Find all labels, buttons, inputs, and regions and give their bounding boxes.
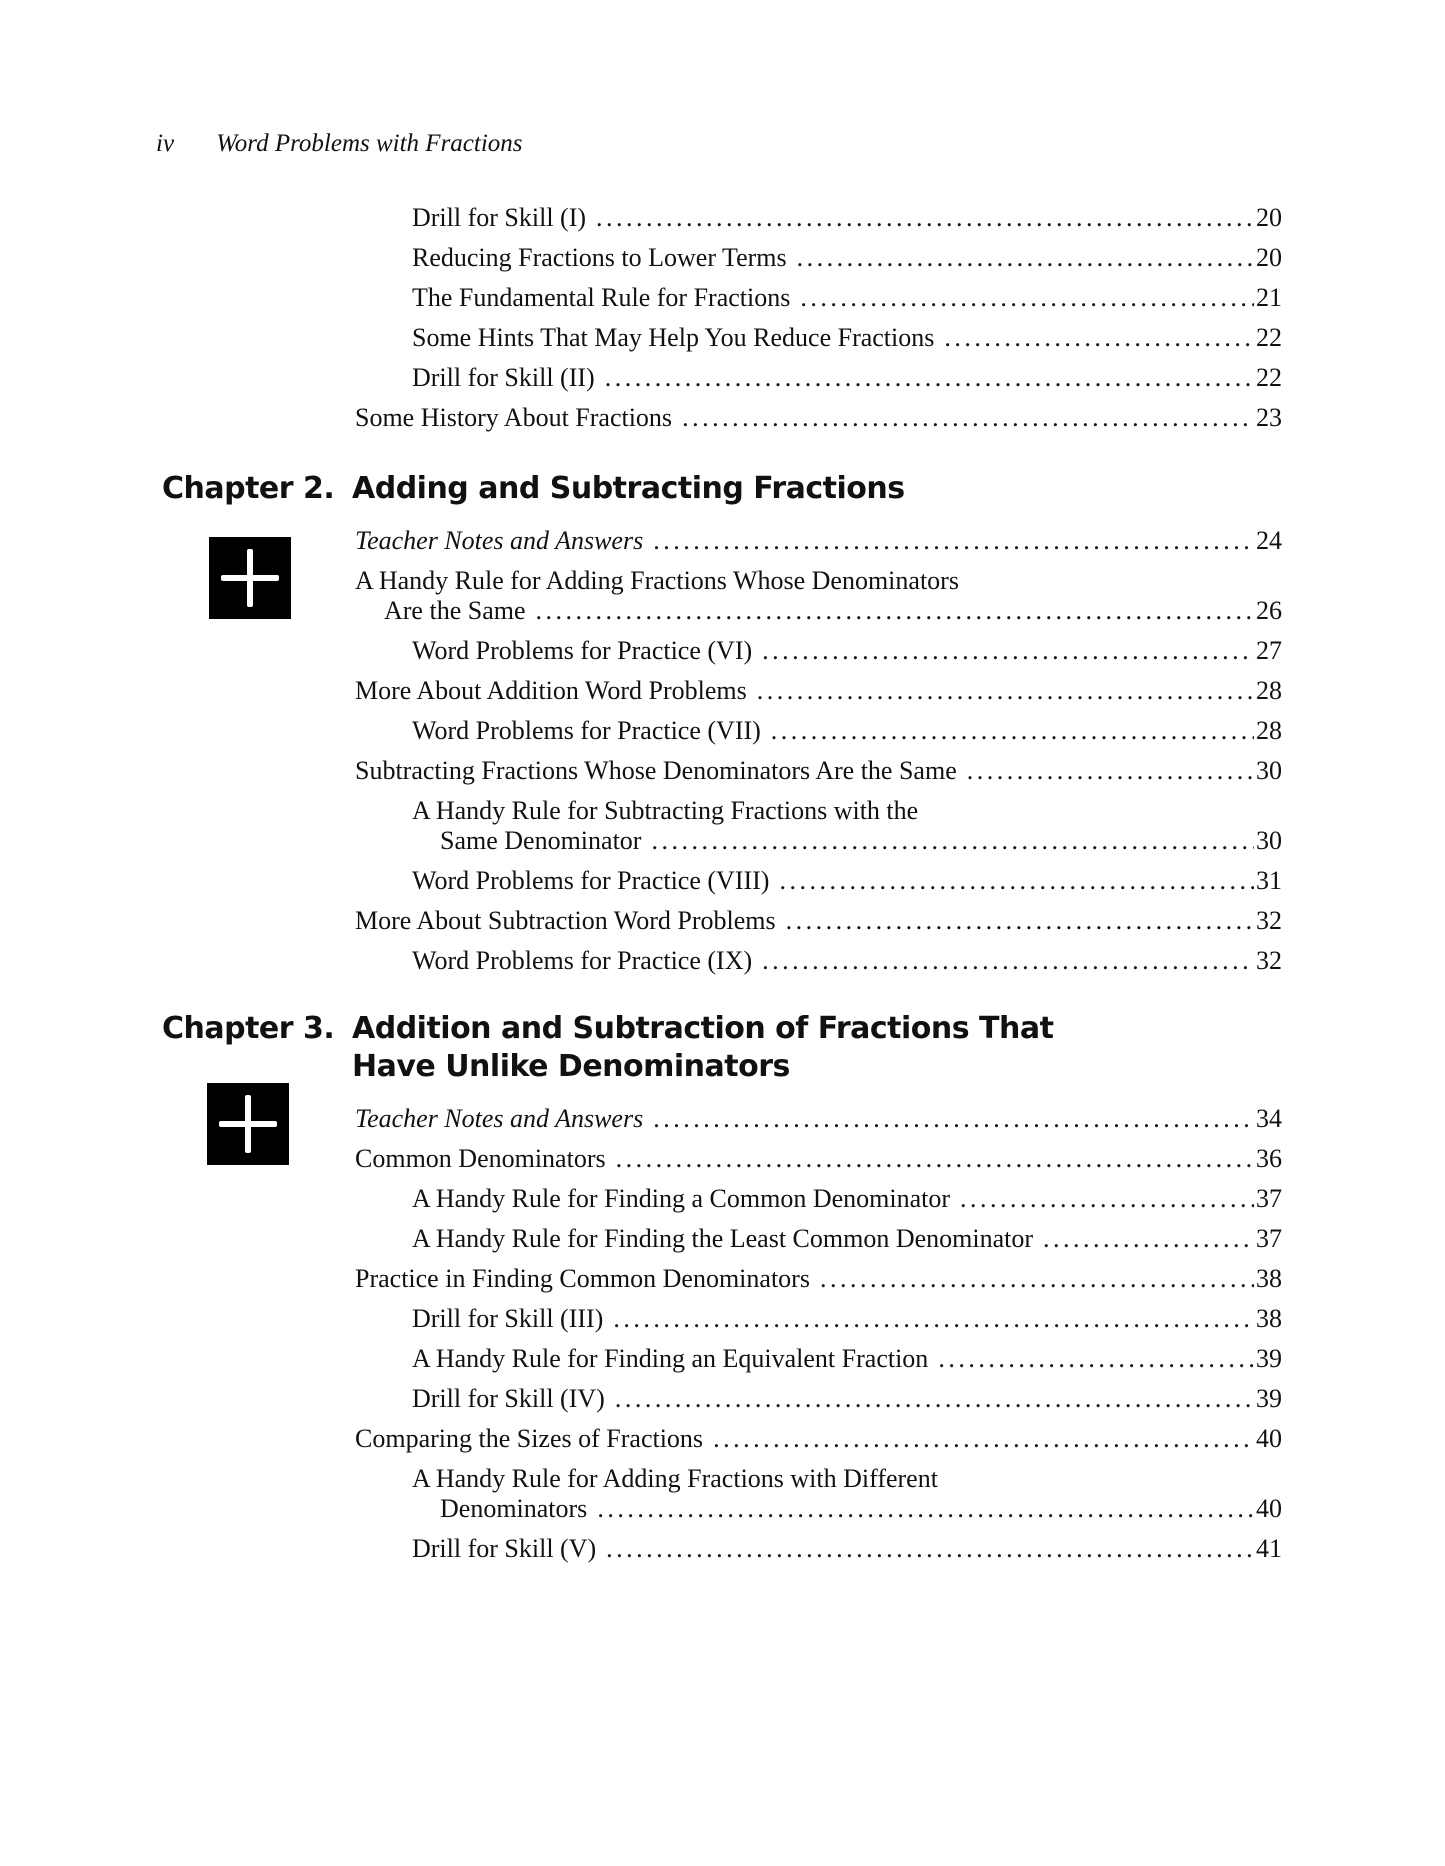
page-number: 40 [1256, 1424, 1282, 1453]
page-number: 21 [1256, 283, 1282, 312]
chapter-title-line2: Have Unlike Denominators [352, 1049, 790, 1084]
toc-entry[interactable]: Comparing the Sizes of Fractions . . . 40 [0, 1422, 1282, 1456]
page-number: 39 [1256, 1344, 1282, 1373]
toc-entry[interactable]: The Fundamental Rule for Fractions . . . 21 [0, 281, 1282, 315]
dot-leader [800, 281, 1254, 315]
page-number: 37 [1256, 1224, 1282, 1253]
toc-entry[interactable]: Drill for Skill (III) . . . 38 [0, 1302, 1282, 1336]
toc-entry[interactable]: Word Problems for Practice (VI) . . . 27 [0, 634, 1282, 668]
dot-leader [713, 1422, 1254, 1456]
dot-leader [616, 1142, 1254, 1176]
page-number: 30 [1256, 826, 1282, 855]
dot-leader [757, 674, 1254, 708]
dot-leader [762, 944, 1254, 978]
dot-leader [651, 824, 1254, 858]
dot-leader [597, 1492, 1254, 1526]
dot-leader [797, 241, 1254, 275]
chapter-title: Addition and Subtraction of Fractions That [352, 1011, 1054, 1046]
toc-entry[interactable]: Practice in Finding Common Denominators . . . 38 [0, 1262, 1282, 1296]
page-number: 23 [1256, 403, 1282, 432]
toc-entry[interactable]: Drill for Skill (I) . . . 20 [0, 201, 1282, 235]
chapter-heading [162, 470, 905, 508]
page-number: 37 [1256, 1184, 1282, 1213]
dot-leader [771, 714, 1254, 748]
dot-leader [536, 594, 1254, 628]
dot-leader [596, 201, 1254, 235]
toc-entry[interactable]: Word Problems for Practice (VIII) . . . 31 [0, 864, 1282, 898]
dot-leader [653, 524, 1254, 558]
chapter-heading [162, 1010, 1053, 1086]
page-number: 26 [1256, 596, 1282, 625]
toc-entry[interactable]: Reducing Fractions to Lower Terms . . . 20 [0, 241, 1282, 275]
toc-entry[interactable]: Common Denominators . . . 36 [0, 1142, 1282, 1176]
dot-leader [967, 754, 1254, 788]
dot-leader [960, 1182, 1254, 1216]
toc-entry-first-line[interactable]: A Handy Rule for Subtracting Fractions with the [412, 796, 919, 825]
dot-leader [615, 1382, 1254, 1416]
dot-leader [944, 321, 1254, 355]
toc-entry[interactable]: Word Problems for Practice (IX) . . . 32 [0, 944, 1282, 978]
toc-entry[interactable]: Teacher Notes and Answers . . . 24 [0, 524, 1282, 558]
toc-entry[interactable]: Drill for Skill (II) . . . 22 [0, 361, 1282, 395]
page-number: 40 [1256, 1494, 1282, 1523]
running-head [156, 130, 523, 158]
page-number: 36 [1256, 1144, 1282, 1173]
toc-entry[interactable]: Some History About Fractions . . . 23 [0, 401, 1282, 435]
page-number: 31 [1256, 866, 1282, 895]
dot-leader [1043, 1222, 1254, 1256]
page-number: 22 [1256, 323, 1282, 352]
toc-entry[interactable]: A Handy Rule for Finding an Equivalent Fraction . . . 39 [0, 1342, 1282, 1376]
page-number: 34 [1256, 1104, 1282, 1133]
chapter-label: Chapter 3. [162, 1011, 335, 1046]
toc-entry[interactable]: Drill for Skill (IV) . . . 39 [0, 1382, 1282, 1416]
toc-entry[interactable]: Same Denominator . . . 30 [0, 824, 1282, 858]
page-number: 27 [1256, 636, 1282, 665]
toc-entry[interactable]: A Handy Rule for Finding the Least Common Denominator . . . 37 [0, 1222, 1282, 1256]
dot-leader [653, 1102, 1254, 1136]
page-number: 38 [1256, 1264, 1282, 1293]
page-number: 28 [1256, 716, 1282, 745]
toc-entry-first-line[interactable]: A Handy Rule for Adding Fractions Whose Denominators [355, 566, 959, 595]
page-number: 39 [1256, 1384, 1282, 1413]
dot-leader [605, 361, 1254, 395]
toc-entry[interactable]: More About Subtraction Word Problems . . . 32 [0, 904, 1282, 938]
toc-entry[interactable]: Drill for Skill (V) . . . 41 [0, 1532, 1282, 1566]
page-number: 20 [1256, 243, 1282, 272]
page-number: 41 [1256, 1534, 1282, 1563]
dot-leader [762, 634, 1254, 668]
page-number: 20 [1256, 203, 1282, 232]
page-number: 24 [1256, 526, 1282, 555]
toc-entry[interactable]: More About Addition Word Problems . . . 28 [0, 674, 1282, 708]
page-number: 30 [1256, 756, 1282, 785]
toc-entry[interactable]: Some Hints That May Help You Reduce Fractions . . . 22 [0, 321, 1282, 355]
dot-leader [779, 864, 1254, 898]
dot-leader [786, 904, 1254, 938]
toc-entry-first-line[interactable]: A Handy Rule for Adding Fractions with Different [412, 1464, 938, 1493]
toc-entry[interactable]: Subtracting Fractions Whose Denominators Are the Same . . . 30 [0, 754, 1282, 788]
toc-entry[interactable]: A Handy Rule for Finding a Common Denominator . . . 37 [0, 1182, 1282, 1216]
toc-entry[interactable]: Teacher Notes and Answers . . . 34 [0, 1102, 1282, 1136]
chapter-label: Chapter 2. [162, 471, 335, 506]
page-number: 38 [1256, 1304, 1282, 1333]
page-folio: iv [156, 130, 175, 157]
dot-leader [613, 1302, 1254, 1336]
page-number: 32 [1256, 946, 1282, 975]
page-number: 22 [1256, 363, 1282, 392]
toc-entry[interactable]: Word Problems for Practice (VII) . . . 28 [0, 714, 1282, 748]
chapter-title: Adding and Subtracting Fractions [352, 471, 905, 506]
book-title: Word Problems with Fractions [216, 130, 523, 157]
toc-entry[interactable]: Denominators . . . 40 [0, 1492, 1282, 1526]
dot-leader [820, 1262, 1254, 1296]
page-number: 32 [1256, 906, 1282, 935]
toc-entry[interactable]: Are the Same . . . 26 [0, 594, 1282, 628]
dot-leader [606, 1532, 1254, 1566]
dot-leader [938, 1342, 1254, 1376]
dot-leader [682, 401, 1254, 435]
page-number: 28 [1256, 676, 1282, 705]
